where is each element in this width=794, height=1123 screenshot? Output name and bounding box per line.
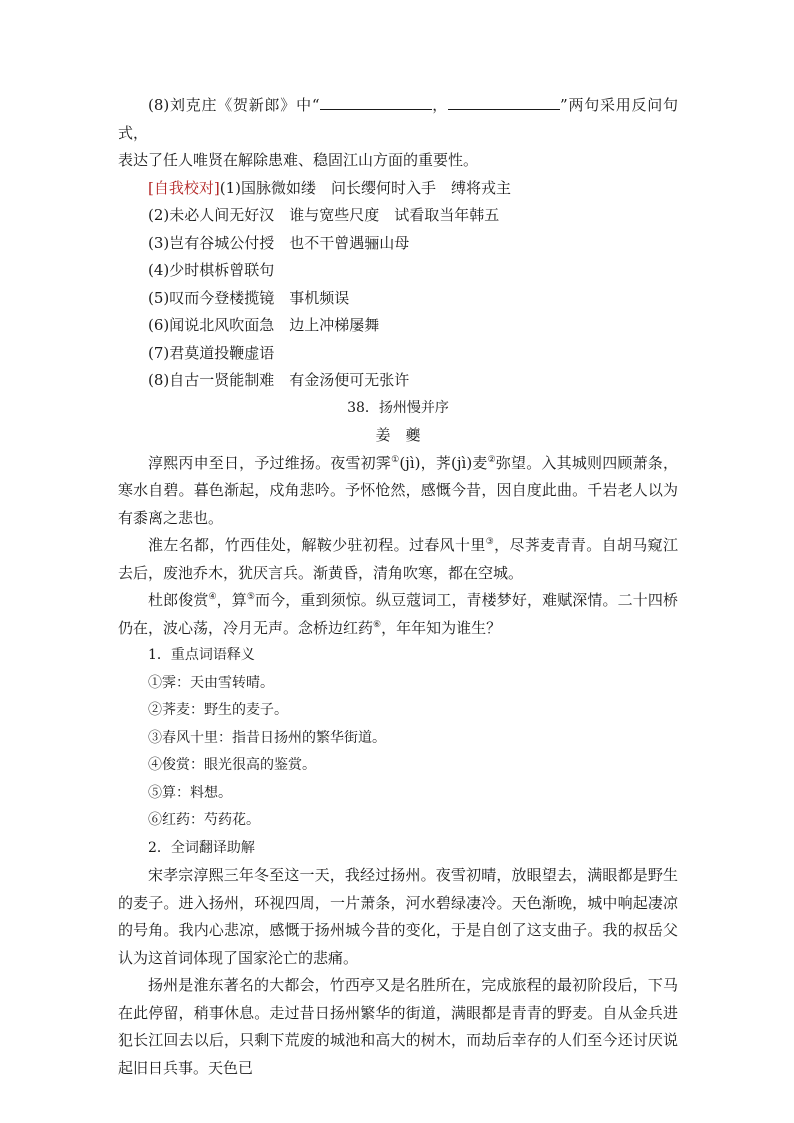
- poem-stanza-1: [118, 532, 678, 587]
- stanza-2-text-a: 杜郎俊赏: [148, 591, 209, 609]
- self-check-answer-1: [118, 175, 678, 203]
- note-item: ⑥红药：芍药花。: [148, 812, 260, 828]
- question-8: [118, 92, 678, 147]
- note-item: ⑤算：料想。: [148, 784, 232, 801]
- footnote-marker-6: ⑥: [373, 619, 382, 630]
- answer-1-text: (1)国脉微如缕 问长缨何时入手 缚将戎主: [219, 178, 511, 197]
- note-item: ②荠麦：野生的麦子。: [148, 702, 288, 718]
- fill-blank-1[interactable]: [320, 95, 432, 110]
- footnote-marker-3: ③: [485, 537, 495, 547]
- fill-blank-2[interactable]: [448, 95, 560, 110]
- translation-paragraph-1: 宋孝宗淳熙三年冬至这一天，我经过扬州。夜雪初晴，放眼望去，满眼都是野生的麦子。进入扬州，环视四周，一片萧条，河水碧绿凄冷。天色渐晚，城中响起凄凉的号角。我内心悲凉，感慨于扬州城今昔的变化，于是自创了这支曲子。我的叔岳父认为这首词体现了国家沦亡的悲痛。: [118, 866, 678, 967]
- question-8-line2: 表达了任人唯贤在解除患难、稳固江山方面的重要性。: [118, 151, 479, 169]
- self-check-answer-5: (5)叹而今登楼揽镜 事机频误: [148, 288, 350, 307]
- stanza-1-text-b: ，尽荠麦青青。自胡马窥江去后，废池乔木，犹厌言兵。渐黄昏，清角吹寒，都在空城。: [118, 536, 678, 582]
- preface-text-b: (jì)，荠(jì)麦: [399, 453, 488, 472]
- poem-author: 姜 夔: [375, 426, 421, 444]
- notes-heading: 1．重点词语释义: [148, 647, 255, 663]
- note-item: ③春风十里：指昔日扬州的繁华街道。: [148, 729, 386, 746]
- self-check-answer-4: (4)少时棋柝曾联句: [148, 261, 275, 279]
- stanza-2-text-b: ，算: [216, 591, 247, 609]
- question-8-comma: ，: [431, 96, 449, 114]
- poem-preface: [118, 450, 678, 533]
- note-item: ④俊赏：眼光很高的鉴赏。: [148, 757, 316, 773]
- stanza-2-text-d: ，年年知为谁生？: [381, 618, 502, 637]
- note-item: ①霁：天由雪转晴。: [148, 674, 274, 691]
- footnote-marker-4: ④: [208, 592, 217, 602]
- stanza-2-text-c: 而今，重到须惊。纵豆蔻词工，青楼梦好，难赋深情。二十四桥仍在，波心荡，冷月无声。念桥边红药: [118, 591, 678, 637]
- question-8-suffix: ”两句采用反问句式，: [118, 96, 678, 142]
- self-check-answer-7: (7)君莫道投鞭虚语: [148, 343, 275, 362]
- self-check-answer-3: (3)岂有谷城公付授 也不干曾遇骊山母: [148, 233, 410, 252]
- preface-text-c: 弥望。入其城则四顾萧条，寒水自碧。暮色渐起，戍角悲吟。予怀怆然，感慨今昔，因自度此曲。千岩老人以为有黍离之悲也。: [118, 453, 678, 527]
- preface-text-a: 淳熙丙申至日，予过维扬。夜雪初霁: [148, 453, 392, 472]
- self-check-answer-8: (8)自古一贤能制难 有金汤便可无张许: [148, 371, 410, 389]
- translation-paragraph-2: 扬州是淮东著名的大都会，竹西亭又是名胜所在，完成旅程的最初阶段后，下马在此停留，稍事休息。走过昔日扬州繁华的街道，满眼都是青青的野麦。自从金兵进犯长江回去以后，只剩下荒废的城池和高大的树木，而劫后幸存的人们至今还讨厌说起旧日兵事。天色已: [118, 976, 678, 1077]
- self-check-tag: [自我校对]: [148, 178, 220, 197]
- poem-stanza-2: [118, 587, 678, 642]
- footnote-marker-1: ①: [391, 454, 400, 465]
- question-8-prefix: (8)刘克庄《贺新郎》中“: [148, 96, 320, 114]
- page-content: [118, 92, 678, 1082]
- footnote-marker-5: ⑤: [246, 592, 256, 602]
- footnote-marker-2: ②: [487, 454, 496, 465]
- stanza-1-text-a: 淮左名都，竹西佳处，解鞍少驻初程。过春风十里: [148, 536, 486, 554]
- translation-heading: 2．全词翻译助解: [148, 839, 255, 856]
- poem-title: 38．扬州慢并序: [347, 399, 449, 416]
- self-check-answer-2: (2)未必人间无好汉 谁与宽些尺度 试看取当年韩五: [148, 206, 500, 224]
- self-check-answer-6: (6)闻说北风吹面急 边上冲梯屡舞: [148, 316, 380, 334]
